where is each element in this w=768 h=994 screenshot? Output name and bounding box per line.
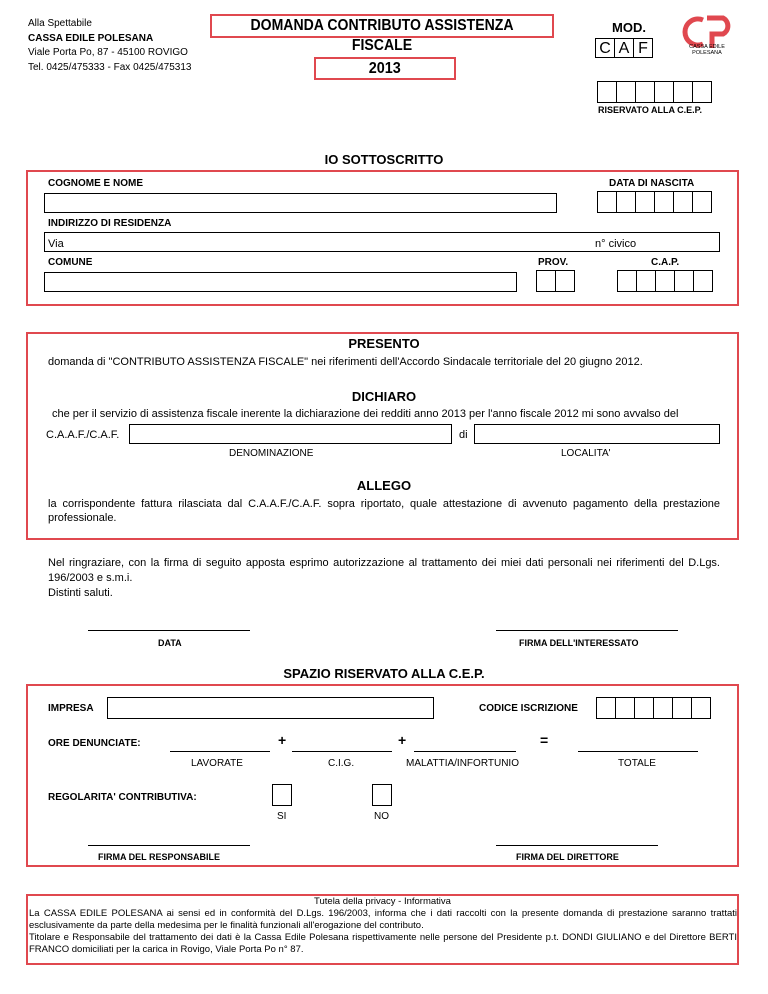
form-title-text: DOMANDA CONTRIBUTO ASSISTENZA FISCALE [250, 17, 514, 54]
date-line[interactable] [88, 630, 250, 631]
reserved-cell[interactable] [692, 81, 712, 103]
cap-cell[interactable] [617, 270, 637, 292]
responsabile-line[interactable] [88, 845, 250, 846]
prov-cell[interactable] [536, 270, 556, 292]
city-field[interactable] [44, 272, 517, 292]
totale-label: TOTALE [618, 758, 656, 769]
equals-sign: = [540, 732, 549, 748]
form-year [314, 57, 456, 80]
reserved-cell[interactable] [616, 81, 636, 103]
mod-code-f: F [633, 38, 653, 58]
birth-cell[interactable] [654, 191, 674, 213]
name-field[interactable] [44, 193, 557, 213]
codice-boxes[interactable] [596, 697, 710, 719]
codice-cell[interactable] [691, 697, 711, 719]
direttore-label: FIRMA DEL DIRETTORE [516, 852, 619, 862]
privacy-title: Tutela della privacy - Informativa [314, 896, 451, 907]
ore-label: ORE DENUNCIATE: [48, 738, 141, 749]
closing-text: Nel ringraziare, con la firma di seguito apposta esprimo autorizzazione al trattamento dei miei dati personali nei riferimenti del D.Lgs. 196/2003 e s.m.i. [48, 557, 720, 584]
address-label: INDIRIZZO DI RESIDENZA [48, 218, 172, 229]
dichiaro-heading: DICHIARO [351, 389, 417, 404]
birth-date-boxes[interactable] [597, 191, 711, 213]
birth-cell[interactable] [692, 191, 712, 213]
form-title [210, 14, 554, 54]
reserved-cell[interactable] [597, 81, 617, 103]
si-checkbox[interactable] [272, 784, 292, 806]
di-label: di [459, 429, 468, 441]
cep-logo-text [678, 44, 736, 56]
cap-cell[interactable] [655, 270, 675, 292]
cap-cell[interactable] [674, 270, 694, 292]
privacy-para1: La CASSA EDILE POLESANA ai sensi ed in conformità del D.Lgs. 196/2003, informa che i dati raccolti con la presente domanda di prestazione saranno trattati esclusivamente da parte della medesima per le finalità funzionali all'erogazione del contributo. [29, 908, 737, 931]
cep-heading: SPAZIO RISERVATO ALLA C.E.P. [283, 666, 485, 681]
reserved-cell[interactable] [673, 81, 693, 103]
prov-label: PROV. [538, 257, 569, 268]
cig-label: C.I.G. [328, 758, 355, 769]
mod-code [595, 38, 652, 58]
reserved-code-boxes[interactable] [597, 81, 711, 103]
caaf-location-field[interactable] [474, 424, 720, 444]
impresa-field[interactable] [107, 697, 434, 719]
impresa-label: IMPRESA [48, 703, 94, 714]
cep-logo [676, 14, 736, 60]
codice-cell[interactable] [596, 697, 616, 719]
mod-code-c: C [595, 38, 615, 58]
birth-cell[interactable] [673, 191, 693, 213]
reserved-cell[interactable] [654, 81, 674, 103]
localita-label: LOCALITA' [561, 448, 611, 459]
si-label: SI [277, 811, 287, 822]
lavorate-line[interactable] [170, 751, 270, 752]
mod-code-a: A [614, 38, 634, 58]
malattia-line[interactable] [414, 751, 516, 752]
malattia-label: MALATTIA/INFORTUNIO [406, 758, 519, 769]
date-label: DATA [158, 638, 182, 648]
addressee-line3: Viale Porta Po, 87 - 45100 ROVIGO [28, 47, 188, 58]
logo-text-line1: CASSA EDILE [689, 44, 725, 50]
prov-cell[interactable] [555, 270, 575, 292]
plus-sign-2: + [398, 732, 407, 748]
allego-heading: ALLEGO [356, 478, 412, 493]
addressee-line2: CASSA EDILE POLESANA [28, 32, 154, 44]
birth-label: DATA DI NASCITA [609, 178, 695, 189]
undersigned-heading: IO SOTTOSCRITTO [324, 152, 444, 167]
reserved-cell[interactable] [635, 81, 655, 103]
cap-cell[interactable] [693, 270, 713, 292]
cap-label: C.A.P. [651, 257, 680, 268]
civic-label: n° civico [595, 238, 637, 250]
mod-label: MOD. [612, 20, 646, 35]
reserved-label: RISERVATO ALLA C.E.P. [598, 105, 703, 115]
responsabile-label: FIRMA DEL RESPONSABILE [98, 852, 221, 862]
signature-line[interactable] [496, 630, 678, 631]
totale-line[interactable] [578, 751, 698, 752]
lavorate-label: LAVORATE [191, 758, 243, 769]
codice-label: CODICE ISCRIZIONE [479, 703, 578, 714]
addressee-block [28, 17, 191, 75]
cap-boxes[interactable] [617, 270, 712, 292]
birth-cell[interactable] [597, 191, 617, 213]
codice-cell[interactable] [634, 697, 654, 719]
denominazione-label: DENOMINAZIONE [229, 448, 314, 459]
privacy-para2: Titolare e Responsabile del trattamento dei dati è la Cassa Edile Polesana rispettivamente nelle persone del Presidente p.t. DONDI GIULIANO e del Direttore BERTI FRANCO domiciliati per la carica in Rovigo, Viale Porta Po n° 87. [29, 932, 737, 955]
addressee-line1: Alla Spettabile [28, 18, 92, 29]
presento-heading: PRESENTO [348, 336, 420, 351]
birth-cell[interactable] [635, 191, 655, 213]
logo-text-line2: POLESANA [692, 50, 722, 56]
no-label: NO [374, 811, 389, 822]
caaf-name-field[interactable] [129, 424, 452, 444]
form-year-text: 2013 [368, 60, 402, 77]
signature-label: FIRMA DELL'INTERESSATO [519, 638, 639, 648]
no-checkbox[interactable] [372, 784, 392, 806]
regolarita-label: REGOLARITA' CONTRIBUTIVA: [48, 792, 197, 803]
prov-boxes[interactable] [536, 270, 574, 292]
dichiaro-text: che per il servizio di assistenza fiscale inerente la dichiarazione dei redditi anno 2013 per l'anno fiscale 2012 mi sono avvalso del [52, 408, 679, 420]
presento-text: domanda di "CONTRIBUTO ASSISTENZA FISCALE" nei riferimenti dell'Accordo Sindacale territoriale del 20 giugno 2012. [48, 356, 643, 368]
codice-cell[interactable] [653, 697, 673, 719]
codice-cell[interactable] [672, 697, 692, 719]
closing-greeting: Distinti saluti. [48, 587, 113, 599]
city-label: COMUNE [48, 257, 93, 268]
cap-cell[interactable] [636, 270, 656, 292]
plus-sign-1: + [278, 732, 287, 748]
name-label: COGNOME E NOME [48, 178, 144, 189]
cig-line[interactable] [292, 751, 392, 752]
caaf-label: C.A.A.F./C.A.F. [46, 429, 120, 441]
direttore-line[interactable] [496, 845, 658, 846]
birth-cell[interactable] [616, 191, 636, 213]
allego-text: la corrispondente fattura rilasciata dal C.A.A.F./C.A.F. sopra riportato, quale attestazione di avvenuto pagamento della prestazione professionale. [48, 498, 720, 524]
street-prefix: Via [48, 238, 64, 250]
addressee-line4: Tel. 0425/475333 - Fax 0425/475313 [28, 61, 192, 73]
codice-cell[interactable] [615, 697, 635, 719]
